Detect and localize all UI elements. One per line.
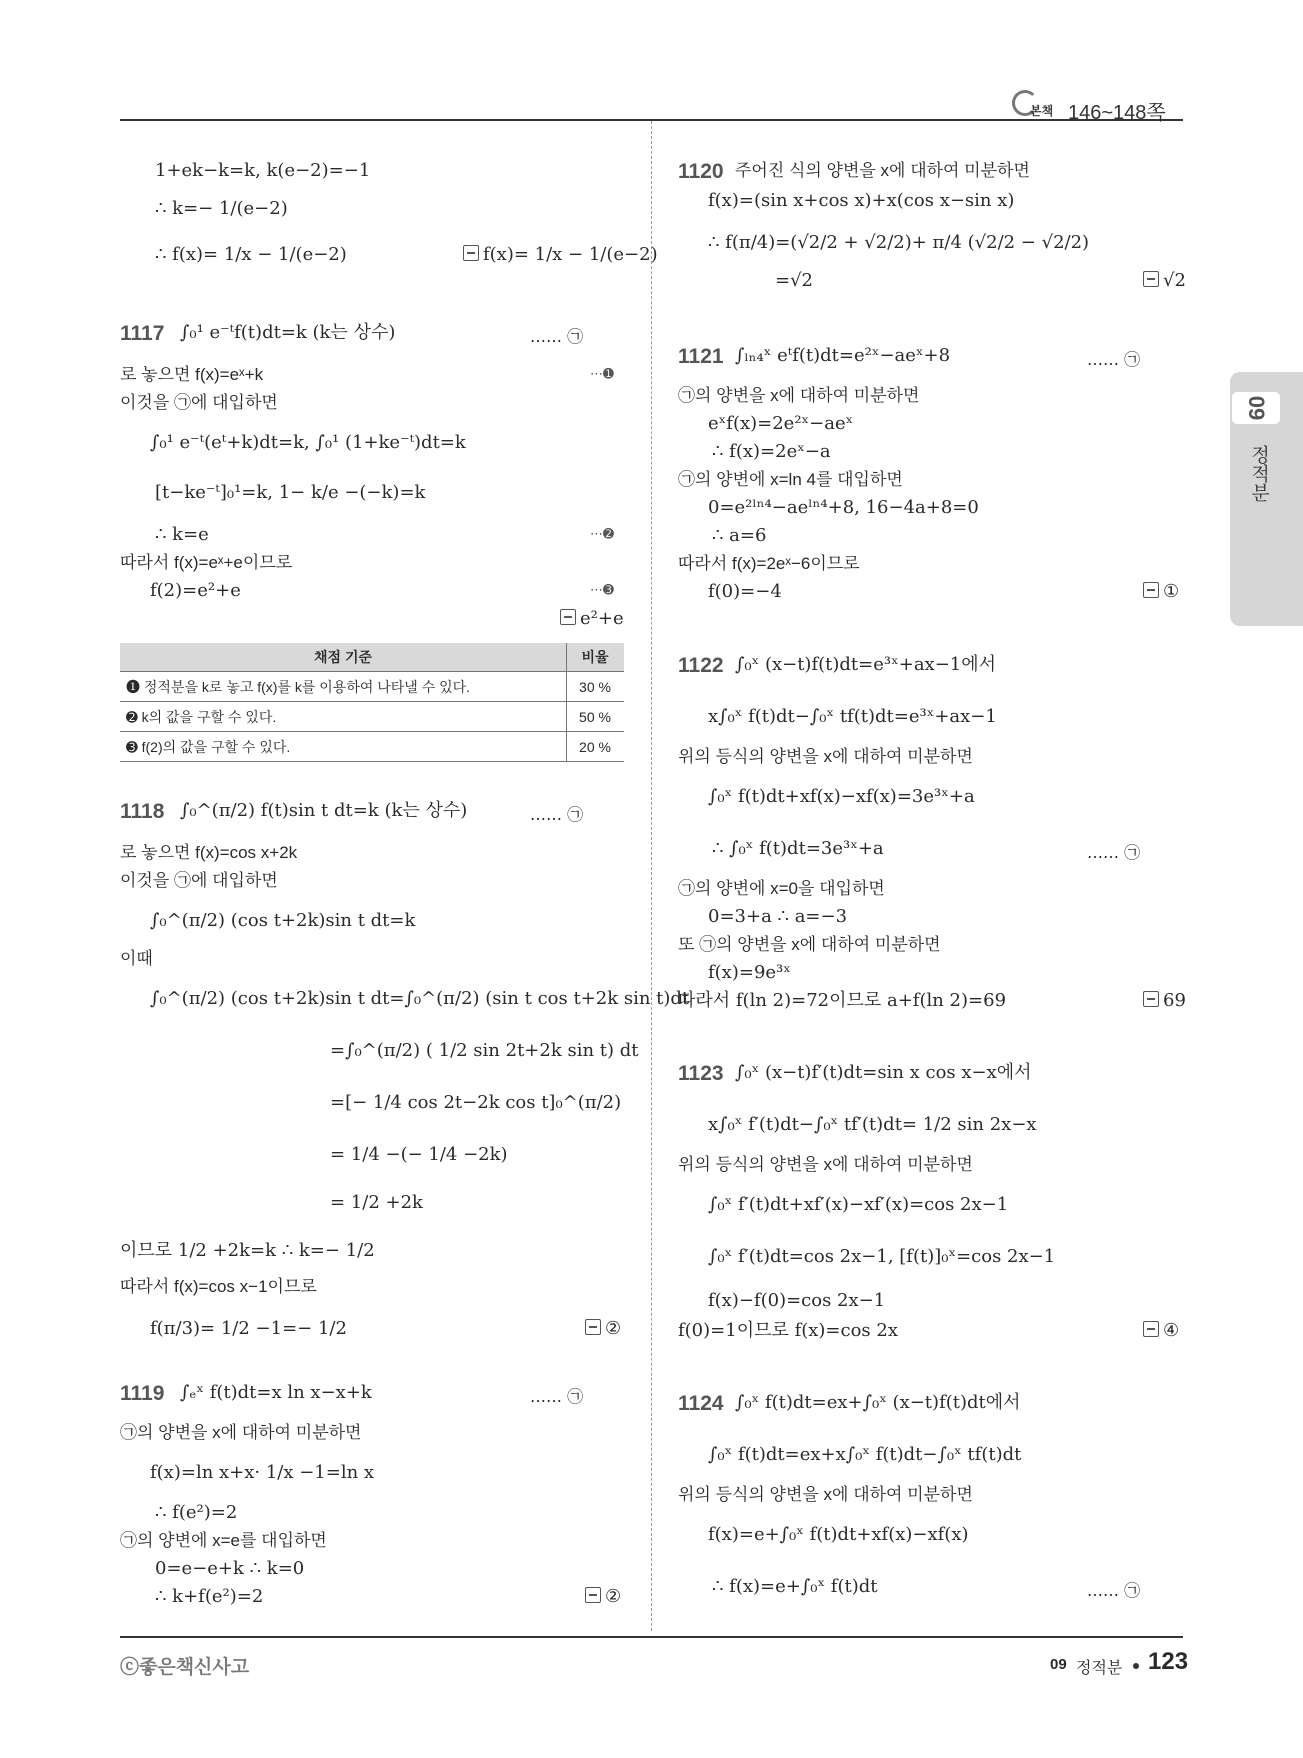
answer-icon — [1143, 582, 1159, 598]
math-line: ∫₀ˣ (x−t)f(t)dt=e³ˣ+ax−1에서 — [735, 654, 997, 675]
math-line: ∫ₗₙ₄ˣ eᵗf(t)dt=e²ˣ−aeˣ+8 — [735, 345, 951, 366]
table-cell: ➊ 정적분을 k로 놓고 f(x)를 k를 이용하여 나타낼 수 있다. — [120, 672, 567, 702]
math-line: ∫₀ˣ f(t)dt=ex+∫₀ˣ (x−t)f(t)dt에서 — [735, 1392, 1021, 1413]
equation-mark: …… ㉠ — [1087, 843, 1141, 862]
answer-label — [1143, 581, 1179, 602]
table-row — [120, 732, 624, 762]
equation-mark: …… ㉠ — [1087, 1581, 1141, 1600]
text-line: 이때 — [120, 949, 153, 968]
answer-label — [560, 608, 624, 629]
text-line: 따라서 f(x)=cos x−1이므로 — [120, 1277, 317, 1296]
problem-number: 1121 — [678, 345, 724, 368]
math-line: =∫₀^(π/2) ( 1/2 sin 2t+2k sin t) dt — [330, 1040, 639, 1061]
math-line: 따라서 f(ln 2)=72이므로 a+f(ln 2)=69 — [678, 990, 1007, 1011]
text-line: 또 ㉠의 양변을 x에 대하여 미분하면 — [678, 935, 941, 954]
problem-number: 1124 — [678, 1392, 724, 1415]
answer-text: √2 — [1163, 270, 1186, 291]
math-line: ∴ f(x)=e+∫₀ˣ f(t)dt — [712, 1576, 878, 1597]
math-line: ∴ a=6 — [712, 525, 767, 546]
answer-text: ④ — [1163, 1320, 1180, 1341]
step-marker: ⋯➋ — [590, 527, 614, 542]
math-line: 1+ek−k=k, k(e−2)=−1 — [155, 160, 371, 181]
equation-mark: …… ㉠ — [530, 1387, 584, 1406]
math-line: ∴ k+f(e²)=2 — [155, 1586, 264, 1607]
chapter-tab-title: 정적분 — [1248, 445, 1269, 502]
problem-number: 1117 — [120, 322, 165, 345]
math-line: ∫₀^(π/2) (cos t+2k)sin t dt=k — [150, 910, 416, 931]
equation-mark: …… ㉠ — [1087, 350, 1141, 369]
answer-text: ① — [1163, 581, 1180, 602]
text-line: 따라서 f(x)=2eˣ−6이므로 — [678, 554, 860, 573]
answer-icon — [560, 609, 576, 625]
answer-text: ② — [605, 1318, 622, 1339]
math-line: ∫₀^(π/2) f(t)sin t dt=k (k는 상수) — [180, 800, 468, 821]
publisher-logo: ⓒ좋은책신사고 — [120, 1657, 250, 1678]
answer-text: ② — [605, 1586, 622, 1607]
math-line: = 1/2 +2k — [330, 1192, 423, 1213]
math-line: ∫₀ˣ (x−t)f′(t)dt=sin x cos x−x에서 — [735, 1062, 1032, 1083]
equation-mark: …… ㉠ — [530, 805, 584, 824]
text-line: ㉠의 양변을 x에 대하여 미분하면 — [678, 386, 920, 405]
answer-text: 69 — [1163, 990, 1186, 1011]
answer-icon — [463, 245, 479, 261]
answer-label — [1143, 990, 1186, 1011]
footer-chapter-number: 09 — [1050, 1656, 1067, 1673]
text-line: ㉠의 양변을 x에 대하여 미분하면 — [120, 1423, 362, 1442]
math-line: f(0)=−4 — [708, 581, 782, 602]
math-line: ∴ k=e — [155, 524, 209, 545]
page-number: 123 — [1148, 1648, 1189, 1675]
answer-text: e²+e — [580, 608, 624, 629]
math-line: = 1/4 −(− 1/4 −2k) — [330, 1144, 508, 1165]
answer-icon — [585, 1319, 601, 1335]
problem-number: 1119 — [120, 1382, 165, 1405]
text-line: 위의 등식의 양변을 x에 대하여 미분하면 — [678, 747, 973, 766]
table-header: 채점 기준 — [120, 643, 567, 672]
math-line: ∴ f(π/4)=(√2/2 + √2/2)+ π/4 (√2/2 − √2/2) — [708, 232, 1090, 253]
answer-label — [585, 1586, 621, 1607]
step-marker: ⋯➊ — [590, 367, 614, 382]
table-header: 비율 — [567, 643, 625, 672]
problem-number: 1118 — [120, 800, 165, 823]
table-row — [120, 672, 624, 702]
scoring-table — [120, 643, 624, 762]
math-line: ∫₀¹ e⁻ᵗ(eᵗ+k)dt=k, ∫₀¹ (1+ke⁻ᵗ)dt=k — [150, 432, 466, 453]
answer-icon — [1143, 991, 1159, 1007]
math-line: f(x)=(sin x+cos x)+x(cos x−sin x) — [708, 190, 1015, 211]
math-line: ∫₀ˣ f(t)dt=ex+x∫₀ˣ f(t)dt−∫₀ˣ tf(t)dt — [708, 1444, 1022, 1465]
math-line: f(x)=9e³ˣ — [708, 962, 791, 983]
math-line: x∫₀ˣ f(t)dt−∫₀ˣ tf(t)dt=e³ˣ+ax−1 — [708, 706, 997, 727]
table-cell: ➌ f(2)의 값을 구할 수 있다. — [120, 732, 567, 762]
math-line: f(x)=ln x+x· 1/x −1=ln x — [150, 1462, 375, 1483]
table-row — [120, 702, 624, 732]
math-line: 0=e²ˡⁿ⁴−aeˡⁿ⁴+8, 16−4a+8=0 — [708, 497, 979, 518]
math-line: [t−ke⁻ᵗ]₀¹=k, 1− k/e −(−k)=k — [155, 482, 426, 503]
chapter-tab-number: 09 — [1232, 392, 1280, 424]
column-divider — [651, 121, 652, 1631]
table-cell: 30 % — [567, 672, 625, 702]
text-line: 이것을 ㉠에 대입하면 — [120, 393, 278, 412]
problem-number: 1122 — [678, 654, 724, 677]
table-cell: ➋ k의 값을 구할 수 있다. — [120, 702, 567, 732]
answer-label — [1143, 1320, 1179, 1341]
text-line: 위의 등식의 양변을 x에 대하여 미분하면 — [678, 1485, 973, 1504]
answer-icon — [585, 1587, 601, 1603]
answer-icon — [1143, 1321, 1159, 1337]
table-cell: 20 % — [567, 732, 625, 762]
math-line: f(π/3)= 1/2 −1=− 1/2 — [150, 1318, 347, 1339]
math-line: ∫₀ˣ f′(t)dt=cos 2x−1, [f(t)]₀ˣ=cos 2x−1 — [708, 1246, 1056, 1267]
answer-label — [463, 244, 658, 265]
math-line: ∫ₑˣ f(t)dt=x ln x−x+k — [180, 1382, 372, 1403]
answer-label — [585, 1318, 621, 1339]
math-line: f(x)−f(0)=cos 2x−1 — [708, 1290, 886, 1311]
text-line: 로 놓으면 f(x)=cos x+2k — [120, 843, 298, 862]
math-line: ∴ ∫₀ˣ f(t)dt=3e³ˣ+a — [712, 838, 884, 859]
text-line: ㉠의 양변에 x=e를 대입하면 — [120, 1531, 327, 1550]
table-cell: 50 % — [567, 702, 625, 732]
math-line: 이므로 1/2 +2k=k ∴ k=− 1/2 — [120, 1240, 375, 1261]
text-line: 이것을 ㉠에 대입하면 — [120, 871, 278, 890]
math-line: x∫₀ˣ f′(t)dt−∫₀ˣ tf′(t)dt= 1/2 sin 2x−x — [708, 1114, 1037, 1135]
footer-bullet — [1133, 1663, 1139, 1669]
math-line: f(2)=e²+e — [150, 580, 241, 601]
problem-number: 1120 — [678, 160, 724, 183]
footer-chapter-title: 정적분 — [1076, 1660, 1123, 1677]
text-line: 주어진 식의 양변을 x에 대하여 미분하면 — [735, 161, 1030, 180]
answer-label — [1143, 270, 1186, 291]
text-line: 로 놓으면 f(x)=eˣ+k — [120, 365, 264, 384]
math-line: f(x)=e+∫₀ˣ f(t)dt+xf(x)−xf(x) — [708, 1524, 969, 1545]
math-line: =[− 1/4 cos 2t−2k cos t]₀^(π/2) — [330, 1092, 622, 1113]
page-range: 146~148쪽 — [1068, 102, 1166, 124]
footer-rule — [120, 1636, 1183, 1638]
math-line: ∫₀ˣ f(t)dt+xf(x)−xf(x)=3e³ˣ+a — [708, 786, 975, 807]
text-line: 위의 등식의 양변을 x에 대하여 미분하면 — [678, 1155, 973, 1174]
math-line: ∴ f(x)=2eˣ−a — [712, 441, 831, 462]
math-line: eˣf(x)=2e²ˣ−aeˣ — [708, 413, 854, 434]
text-line: 따라서 f(x)=eˣ+e이므로 — [120, 553, 293, 572]
math-line: ∫₀ˣ f′(t)dt+xf′(x)−xf′(x)=cos 2x−1 — [708, 1194, 1009, 1215]
answer-text: f(x)= 1/x − 1/(e−2) — [483, 244, 658, 265]
math-line: ∫₀^(π/2) (cos t+2k)sin t dt=∫₀^(π/2) (sin t cos t+2k sin t)dt — [150, 988, 690, 1009]
math-line: ∴ f(e²)=2 — [155, 1502, 238, 1523]
math-line: =√2 — [775, 270, 814, 291]
text-line: ㉠의 양변에 x=ln 4를 대입하면 — [678, 470, 903, 489]
math-line: ∴ f(x)= 1/x − 1/(e−2) — [155, 244, 347, 265]
step-marker: ⋯➌ — [590, 583, 614, 598]
answer-icon — [1143, 271, 1159, 287]
math-line: ∫₀¹ e⁻ᵗf(t)dt=k (k는 상수) — [180, 322, 396, 343]
book-label: 본책 — [1030, 104, 1054, 118]
text-line: ㉠의 양변에 x=0을 대입하면 — [678, 879, 885, 898]
equation-mark: …… ㉠ — [530, 327, 584, 346]
math-line: 0=3+a ∴ a=−3 — [708, 906, 848, 927]
math-line: ∴ k=− 1/(e−2) — [155, 198, 288, 219]
math-line: 0=e−e+k ∴ k=0 — [155, 1558, 305, 1579]
problem-number: 1123 — [678, 1062, 724, 1085]
math-line: f(0)=1이므로 f(x)=cos 2x — [678, 1320, 898, 1341]
